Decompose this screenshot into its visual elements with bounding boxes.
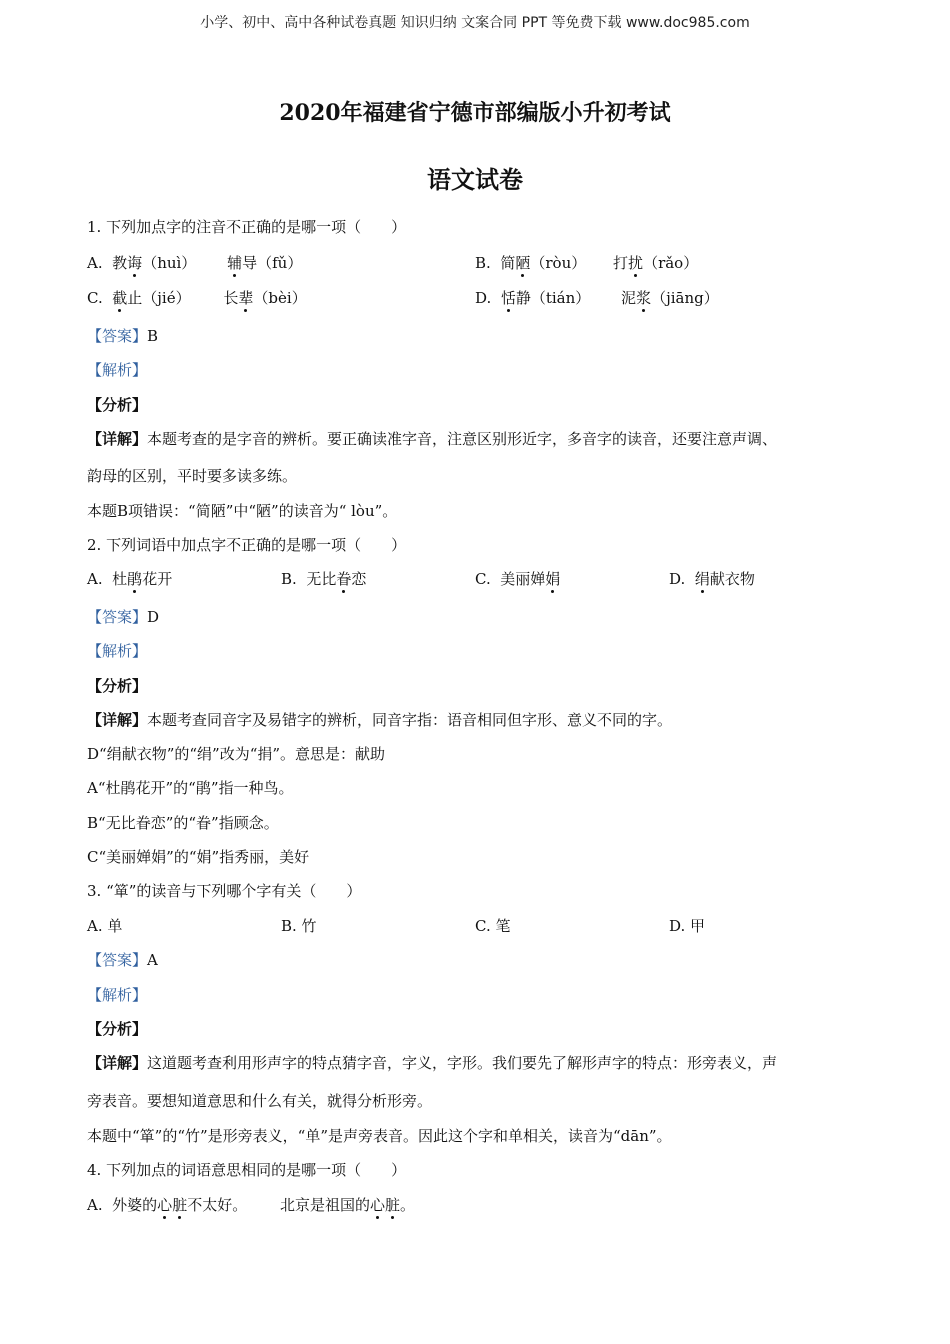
q3-explain-label: 【解析】 xyxy=(87,986,148,1004)
q1-stem: 1. 下列加点字的注音不正确的是哪一项（ ） xyxy=(87,218,407,236)
q3-stem: 3. “箪”的读音与下列哪个字有关（ ） xyxy=(87,882,362,900)
q2-option-d: D. 绢献衣物 xyxy=(669,570,755,588)
q2-option-c: C. 美丽婵娟 xyxy=(475,570,561,588)
dotted-char: 眷 xyxy=(336,570,352,588)
q1-detail-3: 本题B项错误：“简陋”中“陋”的读音为“ lòu”。 xyxy=(87,502,398,520)
dotted-char: 辅 xyxy=(227,254,243,272)
q1-explain-label: 【解析】 xyxy=(87,361,148,379)
dotted-char: 脏 xyxy=(172,1196,188,1214)
q2-detail-5: C“美丽婵娟”的“娟”指秀丽，美好 xyxy=(87,848,310,866)
q2-detail-3: A“杜鹃花开”的“鹃”指一种鸟。 xyxy=(87,779,294,797)
q1-option-c: C. 截止（jié） 长辈（bèi） xyxy=(87,289,307,307)
q1-option-b: B. 简陋（ròu） 打扰（rǎo） xyxy=(475,254,699,272)
dotted-char: 娟 xyxy=(545,570,561,588)
q2-analysis-label: 【分析】 xyxy=(87,677,148,695)
q4-stem: 4. 下列加点的词语意思相同的是哪一项（ ） xyxy=(87,1161,407,1179)
q3-answer: 【答案】A xyxy=(87,951,158,969)
q2-option-b: B. 无比眷恋 xyxy=(281,570,367,588)
q3-detail: 【详解】这道题考查利用形声字的特点猜字音，字义，字形。我们要先了解形声字的特点：形旁表义，声 xyxy=(87,1054,778,1072)
dotted-char: 心 xyxy=(370,1196,386,1214)
q3-option-c: C. 笔 xyxy=(475,917,511,935)
q3-option-d: D. 甲 xyxy=(669,917,706,935)
dotted-char: 脏 xyxy=(385,1196,401,1214)
dotted-char: 绢 xyxy=(694,570,710,588)
q2-option-a: A. 杜鹃花开 xyxy=(87,570,173,588)
q1-answer: 【答案】B xyxy=(87,327,159,345)
dotted-char: 恬 xyxy=(500,289,516,307)
q1-option-a: A. 教诲（huì） 辅导（fǔ） xyxy=(87,254,303,272)
dotted-char: 浆 xyxy=(636,289,652,307)
dotted-char: 心 xyxy=(157,1196,173,1214)
dotted-char: 扰 xyxy=(628,254,644,272)
q3-option-b: B. 竹 xyxy=(281,917,317,935)
q3-analysis-label: 【分析】 xyxy=(87,1020,148,1038)
q1-detail: 【详解】本题考查的是字音的辨析。要正确读准字音，注意区别形近字，多音字的读音，还要注意声调、 xyxy=(87,430,778,448)
q4-option-a: A. 外婆的心脏不太好。 北京是祖国的心脏。 xyxy=(87,1196,416,1214)
q2-detail-4: B“无比眷恋”的“眷”指顾念。 xyxy=(87,814,279,832)
q2-stem: 2. 下列词语中加点字不正确的是哪一项（ ） xyxy=(87,536,407,554)
q3-detail-2: 旁表音。要想知道意思和什么有关，就得分析形旁。 xyxy=(87,1092,433,1110)
q2-explain-label: 【解析】 xyxy=(87,642,148,660)
q2-answer: 【答案】D xyxy=(87,608,160,626)
exam-subtitle: 语文试卷 xyxy=(427,165,523,194)
exam-title: 2020年福建省宁德市部编版小升初考试 xyxy=(279,100,671,126)
page-header: 小学、初中、高中各种试卷真题 知识归纳 文案合同 PPT 等免费下载 www.doc985.com xyxy=(200,15,750,31)
dotted-char: 陋 xyxy=(515,254,531,272)
dotted-char: 辈 xyxy=(238,289,254,307)
q3-detail-3: 本题中“箪”的“竹”是形旁表义，“单”是声旁表音。因此这个字和单相关，读音为“dān”。 xyxy=(87,1127,672,1145)
q1-detail-2: 韵母的区别，平时要多读多练。 xyxy=(87,467,298,485)
q1-option-d: D. 恬静（tián） 泥浆（jiāng） xyxy=(475,289,719,307)
q1-analysis-label: 【分析】 xyxy=(87,396,148,414)
q3-option-a: A. 单 xyxy=(87,917,123,935)
dotted-char: 诲 xyxy=(127,254,143,272)
q2-detail: 【详解】本题考查同音字及易错字的辨析，同音字指：语音相同但字形、意义不同的字。 xyxy=(87,711,673,729)
q2-detail-2: D“绢献衣物”的“绢”改为“捐”。意思是：献助 xyxy=(87,745,386,763)
dotted-char: 截 xyxy=(112,289,128,307)
dotted-char: 鹃 xyxy=(127,570,143,588)
